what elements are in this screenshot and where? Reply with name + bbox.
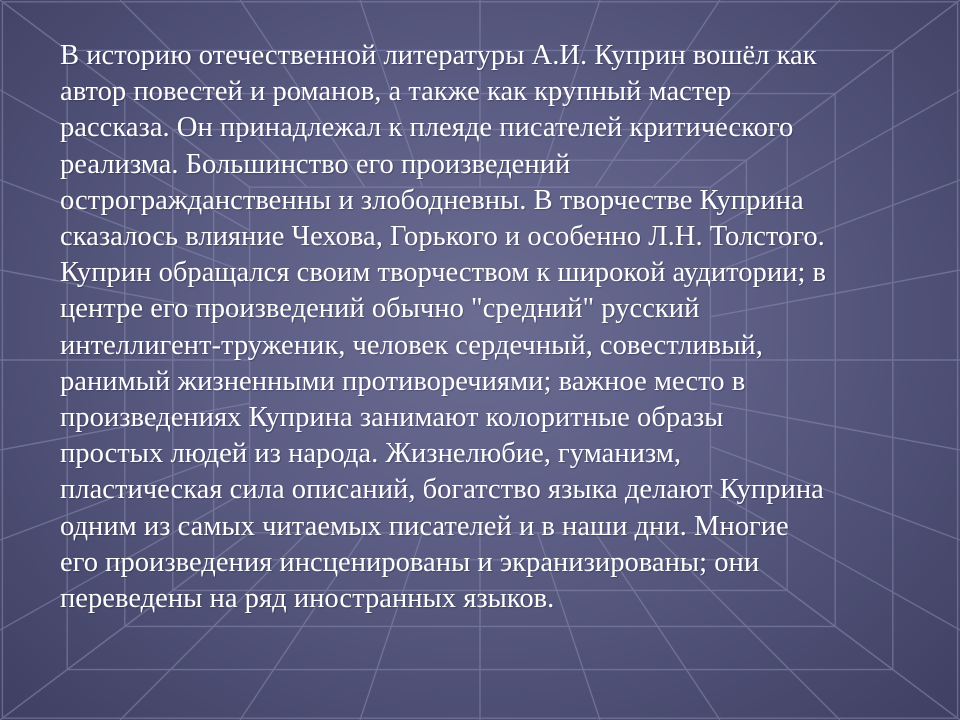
body-text: В историю отечественной литературы А.И. Куприн вошёл как автор повестей и романов, а также как крупный мастер рассказа. Он принадлежал к плеяде писателей критического реализма. Большинство его произведений острогражданственны и злободневны. В творчестве Куприна сказалось влияние Чехова, Горького и особенно Л.Н. Толстого. Куприн обращался своим творчеством к широкой аудитории; в центре его произведений обычно "средний" русский интеллигент-труженик, человек сердечный, совестливый, ранимый жизненными противоречиями; важное место в произведениях Куприна занимают колоритные образы простых людей из народа. Жизнелюбие, гуманизм, пластическая сила описаний, богатство языка делают Куприна одним из самых читаемых писателей и в наши дни. Многие его произведения инсценированы и экранизированы; они переведены на ряд иностранных языков. xyxy=(60,40,827,615)
